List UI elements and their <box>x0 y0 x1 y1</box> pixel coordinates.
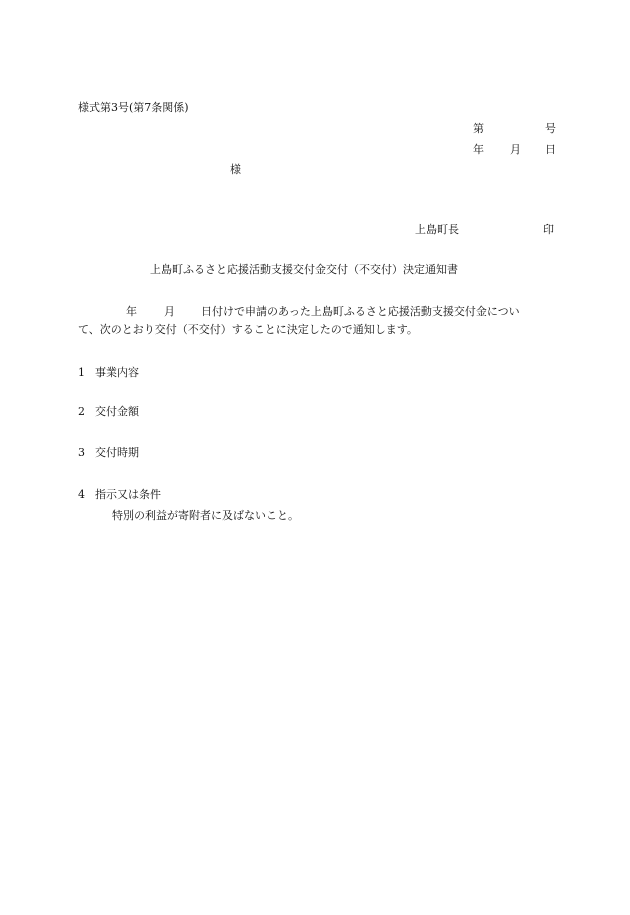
body-line-1: 日付けで申請のあった上島町ふるさと応援活動支援交付金につい <box>201 305 520 318</box>
addressee-suffix: 様 <box>230 163 241 176</box>
body-line-2: て、次のとおり交付（不交付）することに決定したので通知します。 <box>78 323 418 336</box>
item-4-label: 指示又は条件 <box>95 488 161 501</box>
date-month: 月 <box>510 143 521 156</box>
seal-mark: 印 <box>543 223 554 236</box>
document-title: 上島町ふるさと応援活動支援交付金交付（不交付）決定通知書 <box>150 263 458 276</box>
item-3-number: 3 <box>78 446 85 459</box>
body-month: 月 <box>164 305 175 318</box>
number-prefix: 第 <box>473 122 484 135</box>
item-1-number: 1 <box>78 366 85 379</box>
item-4-detail: 特別の利益が寄附者に及ばないこと。 <box>112 509 299 522</box>
body-year: 年 <box>126 305 137 318</box>
item-2-number: 2 <box>78 405 85 418</box>
form-label: 様式第3号(第7条関係) <box>78 101 189 114</box>
date-year: 年 <box>473 143 484 156</box>
item-4-number: 4 <box>78 488 85 501</box>
issuer-name: 上島町長 <box>415 223 459 236</box>
item-2-label: 交付金額 <box>95 405 139 418</box>
item-3-label: 交付時期 <box>95 446 139 459</box>
date-day: 日 <box>545 143 556 156</box>
number-suffix: 号 <box>545 122 556 135</box>
item-1-label: 事業内容 <box>95 366 139 379</box>
